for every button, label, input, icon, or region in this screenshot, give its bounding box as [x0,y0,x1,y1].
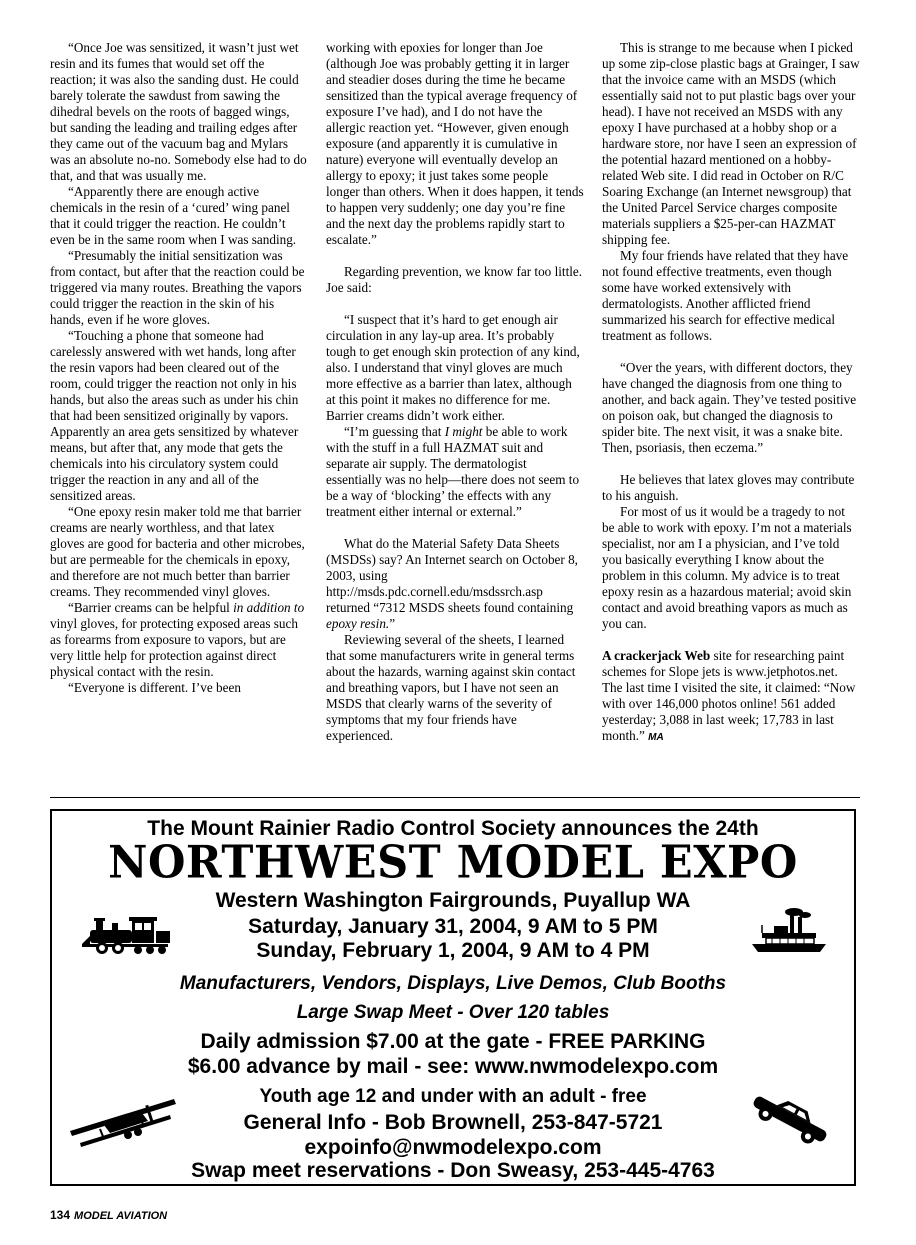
paragraph: For most of us it would be a tragedy to not be able to work with epoxy. I’m not a materials specialist, nor am I a physician, and I’ve told you basically everything I know about the problem in this column. My advice is to treat epoxy resin as a hazardous material; avoid skin contact and avoid breathing vapors as much as you can. [602,504,852,631]
article-columns [50,40,860,792]
biplane-icon [66,1091,178,1149]
paragraph: This is strange to me because when I picked up some zip-close plastic bags at Grainger, I saw that the invoice came with an MSDS (which essentially said not to put plastic bags over your head). I have not received an MSDS with any epoxy I have purchased at a hobby shop or a hardware store, nor have I seen an expression of the potential hazard mentioned on a hobby-related Web site. I did read in October on R/C Soaring Exchange (an Internet newsgroup) that the United Parcel Service charges composite materials suppliers a $25-per-can HAZMAT shipping fee. [602,40,860,247]
ad-venue: Western Washington Fairgrounds, Puyallup WA [215,889,691,912]
expo-advertisement [50,809,856,1186]
car-icon [744,1091,836,1147]
paragraph [326,424,584,520]
paragraph: “Over the years, with different doctors, they have changed the diagnosis from one thing to another, and back again. They’ve tested positive on poison oak, but changed the diagnosis to spider bite. The next visit, it was a snake bite. Then, psoriasis, then eczema.” [602,360,857,455]
text: be able to work with the stuff in a full HAZMAT suit and separate air supply. The dermatologist essentially was no help—there does not seem to be a way of ‘blocking’ the effects with any treatment either internal or external.” [326,424,580,519]
ad-advance-admission: $6.00 advance by mail - see: www.nwmodelexpo.com [187,1055,719,1078]
paragraph: My four friends have related that they have not found effective treatments, even though some have worked extensively with dermatologists. Another afflicted friend summarized his search for effective medical treatment as follows. [602,248,849,343]
paragraph: working with epoxies for longer than Joe (although Joe was probably getting it in larger and steadier doses during the time he became sensitized than the typical average frequency of exposure I’ve had), and I do not have the allergic reaction yet. “However, given enough exposure (and apparently it is cumulative in nature) everyone will eventually develop an allergy to epoxy; it just takes some people longer than others. When it does happen, it tends to happen very suddenly; one day you’re fine and the next day the problems rapidly start to escalate.” [326,40,584,247]
paragraph: “One epoxy resin maker told me that barrier creams are nearly worthless, and that latex gloves are good for bacteria and other microbes, but are permeable for the chemicals in epoxy, and therefore are not much better than barrier creams. They recommended vinyl gloves. [50,504,305,599]
end-mark: MA [648,732,664,743]
locomotive-icon [80,914,172,956]
ad-features: Manufacturers, Vendors, Displays, Live Demos, Club Booths [179,973,727,994]
paragraph: “Once Joe was sensitized, it wasn’t just wet resin and its fumes that would set off the reaction; it was also the sanding dust. He could barely tolerate the sawdust from sawing the dihedral bevels on the roots of bagged wings, but sanding the leading and trailing edges after they came out of the vacuum bag and Mylars was an absolute no-no. Somebody else had to do that, and that was usually me. [50,40,307,183]
paragraph [602,648,860,746]
text: “Barrier creams can be helpful [68,600,234,615]
page-footer [50,1208,167,1222]
ad-swap-reservations: Swap meet reservations - Don Sweasy, 253-445-4763 [191,1159,715,1182]
italic-text: I might [444,424,483,439]
text: ” [389,616,396,631]
paragraph [326,536,584,632]
italic-text: in addition to [233,600,305,615]
ad-general-info: General Info - Bob Brownell, 253-847-5721 [243,1111,663,1134]
steamboat-icon [750,907,828,957]
column-1 [50,40,308,792]
text: What do the Material Safety Data Sheets (MSDSs) say? An Internet search on October 8, 2003, using http://msds.pdc.cornell.edu/msdssrch.asp returned “7312 MSDS sheets found containing [326,536,578,615]
page-number: 134 [50,1208,71,1222]
text: vinyl gloves, for protecting exposed areas such as forearms from exposure to vapors, but are very little help for protection against direct physical contact with the resin. [50,616,298,679]
italic-text: epoxy resin. [326,616,390,631]
ad-daily-admission: Daily admission $7.00 at the gate - FREE PARKING [200,1030,706,1053]
text: “I’m guessing that [344,424,445,439]
lead-in: A crackerjack Web [602,648,711,663]
column-2 [326,40,584,792]
ad-title: NORTHWEST MODEL EXPO [108,836,798,890]
paragraph: Reviewing several of the sheets, I learned that some manufacturers write in general terms about the hazards, warning against skin contact and breathing vapors, but I have not seen an MSDS that clearly warns of the severity of symptoms that my four friends have experienced. [326,632,576,743]
paragraph: “Presumably the initial sensitization was from contact, but after that the reaction could be triggered via many routes. Breathing the vapors could trigger the reaction in the skin of his hands, even if he wore gloves. [50,248,305,327]
column-3 [602,40,860,792]
paragraph [50,600,308,680]
magazine-name: MODEL AVIATION [74,1210,168,1222]
paragraph: “Touching a phone that someone had carelessly answered with wet hands, long after the resin vapors had been cleared out of the room, could trigger the reaction not only in his hands, but also the areas such as under his chin that had been sensitized originally by vapors. Apparently an area gets sensitized by whatever means, but after that, any mode that gets the chemicals into his circulatory system could trigger the reaction in any and all of the sensitized areas. [50,328,299,503]
ad-society-line: The Mount Rainier Radio Control Society announces the 24th [147,817,759,840]
paragraph: “Apparently there are enough active chemicals in the resin of a ‘cured’ wing panel that it could trigger the reaction. He couldn’t even be in the same room when I was sanding. [50,184,297,247]
ad-saturday: Saturday, January 31, 2004, 9 AM to 5 PM [248,915,658,938]
ad-youth: Youth age 12 and under with an adult - free [259,1086,647,1107]
divider [50,797,860,798]
ad-email: expoinfo@nwmodelexpo.com [304,1136,602,1159]
paragraph: “Everyone is different. I’ve been [68,680,241,695]
paragraph: “I suspect that it’s hard to get enough air circulation in any lay-up area. It’s probably tough to get enough skin protection of any kind, also. I understand that vinyl gloves are much more effective as a barrier than latex, although at this point it makes no difference for me. Barrier creams didn’t work either. [326,312,580,423]
text: site for researching paint schemes for Slope jets is www.jetphotos.net. The last time I visited the site, it claimed: “Now with over 146,000 photos online! 561 added yesterday; 3,088 in last week; 17,783 in last month.” [602,648,856,743]
ad-swap-meet: Large Swap Meet - Over 120 tables [296,1002,610,1023]
paragraph: He believes that latex gloves may contribute to his anguish. [602,472,855,503]
paragraph: Regarding prevention, we know far too little. Joe said: [326,264,583,295]
ad-sunday: Sunday, February 1, 2004, 9 AM to 4 PM [256,939,650,962]
